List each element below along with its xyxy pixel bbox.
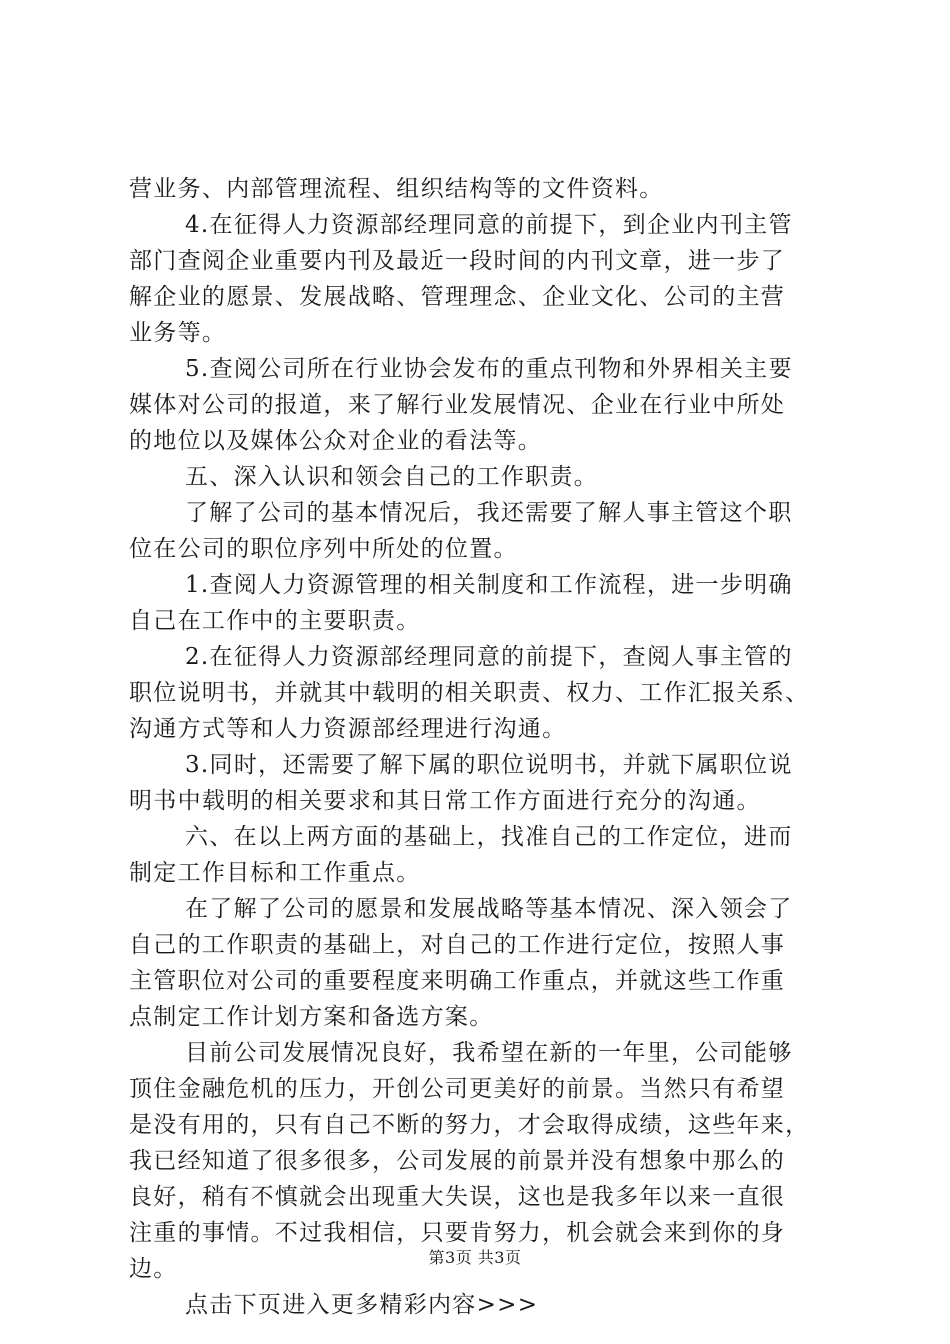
text-line: 1.查阅人力资源管理的相关制度和工作流程，进一步明确: [185, 572, 793, 598]
page-number: 第3页 共3页: [428, 1248, 522, 1267]
section-heading: 六、在以上两方面的基础上，找准自己的工作定位，进而: [185, 824, 793, 850]
text-line: 4.在征得人力资源部经理同意的前提下，到企业内刊主管: [185, 212, 793, 238]
text-line: 自己在工作中的主要职责。: [129, 608, 421, 634]
text-line: 解企业的愿景、发展战略、管理理念、企业文化、公司的主营: [129, 284, 786, 310]
text-line: 在了解了公司的愿景和发展战略等基本情况、深入领会了: [185, 896, 793, 922]
section-heading: 五、深入认识和领会自己的工作职责。: [185, 464, 599, 490]
text-line: 部门查阅企业重要内刊及最近一段时间的内刊文章，进一步了: [129, 248, 786, 274]
text-line: 良好，稍有不慎就会出现重大失误，这也是我多年以来一直很: [129, 1184, 786, 1210]
text-line: 位在公司的职位序列中所处的位置。: [129, 536, 518, 562]
text-line: 制定工作目标和工作重点。: [129, 860, 421, 886]
document-body: [129, 171, 841, 1323]
next-page-link[interactable]: 点击下页进入更多精彩内容>>>: [185, 1292, 539, 1318]
text-line: 是没有用的，只有自己不断的努力，才会取得成绩，这些年来，: [129, 1112, 810, 1138]
text-line: 沟通方式等和人力资源部经理进行沟通。: [129, 716, 567, 742]
text-line: 我已经知道了很多很多，公司发展的前景并没有想象中那么的: [129, 1148, 786, 1174]
text-line: 业务等。: [129, 320, 227, 346]
text-line: 主管职位对公司的重要程度来明确工作重点，并就这些工作重: [129, 968, 786, 994]
text-line: 点制定工作计划方案和备选方案。: [129, 1004, 494, 1030]
text-line: 目前公司发展情况良好，我希望在新的一年里，公司能够: [185, 1040, 793, 1066]
text-line: 5.查阅公司所在行业协会发布的重点刊物和外界相关主要: [185, 356, 793, 382]
text-line: 3.同时，还需要了解下属的职位说明书，并就下属职位说: [185, 752, 793, 778]
text-line: 的地位以及媒体公众对企业的看法等。: [129, 428, 543, 454]
text-line: 职位说明书，并就其中载明的相关职责、权力、工作汇报关系、: [129, 680, 810, 706]
text-line: 明书中载明的相关要求和其日常工作方面进行充分的沟通。: [129, 788, 761, 814]
text-line: 边。: [129, 1256, 178, 1282]
text-line: 顶住金融危机的压力，开创公司更美好的前景。当然只有希望: [129, 1076, 786, 1102]
text-line: 注重的事情。不过我相信，只要肯努力，机会就会来到你的身: [129, 1220, 786, 1246]
text-line: 媒体对公司的报道，来了解行业发展情况、企业在行业中所处: [129, 392, 786, 418]
text-line: 了解了公司的基本情况后，我还需要了解人事主管这个职: [185, 500, 793, 526]
text-line: 自己的工作职责的基础上，对自己的工作进行定位，按照人事: [129, 932, 786, 958]
text-line: 营业务、内部管理流程、组织结构等的文件资料。: [129, 176, 664, 202]
text-line: 2.在征得人力资源部经理同意的前提下，查阅人事主管的: [185, 644, 793, 670]
